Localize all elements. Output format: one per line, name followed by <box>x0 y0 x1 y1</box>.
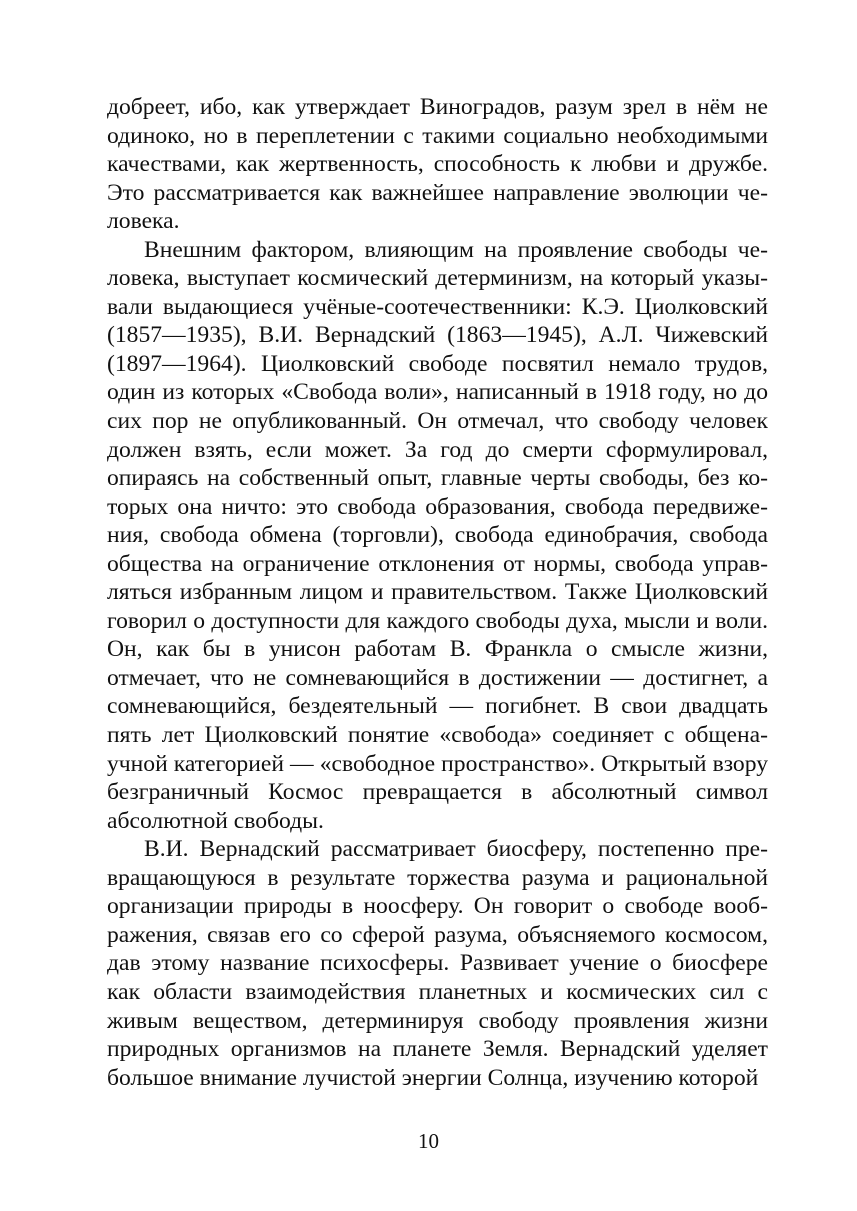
paragraph-vernadsky: В.И. Вернадский рассматривает биосферу, постепенно превращающуюся в результате торжества разума и рациональной организации природы в ноосферу. Он говорит о свободе воображения, связав его со сферой разума, объясняемого космосом, дав этому название психосферы. Развивает учение о биосфере как области взаимодействия планетных и космических сил с живым веществом, детерминируя свободу проявления жизни природных организмов на планете Земля. Вернадский уделяет большое внимание лучистой энергии Солнца, изучению которой <box>107 836 768 1091</box>
paragraph-continuation: добреет, ибо, как утверждает Виноградов, разум зрел в нём не одиноко, но в переплетении с такими социально необходимыми качествами, как жертвенность, способность к любви и дружбе. Это рассматривается как важнейшее направление эволюции человека. <box>107 94 768 235</box>
page-number: 10 <box>418 1129 439 1153</box>
page-body <box>107 93 768 1092</box>
paragraph-tsiolkovsky: Внешним фактором, влияющим на проявление свободы человека, выступает космический детерминизм, на который указывали выдающиеся учёные-соотечественники: К.Э. Циолковский (1857—1935), В.И. Вернадский (1863—1945), А.Л. Чижевский (1897—1964). Циолковский свободе посвятил немало трудов, один из которых «Свобода воли», написанный в 1918 году, но до сих пор не опубликованный. Он отмечал, что свободу человек должен взять, если может. За год до смерти сформулировал, опираясь на собственный опыт, главные черты свободы, без которых она ничто: это свобода образования, свобода передвижения, свобода обмена (торговли), свобода единобрачия, свобода общества на ограничение отклонения от нормы, свобода управляться избранным лицом и правительством. Также Циолковский говорил о доступности для каждого свободы духа, мысли и воли. Он, как бы в унисон работам В. Франкла о смысле жизни, отмечает, что не сомневающийся в достижении — достигнет, а сомневающийся, бездеятельный — погибнет. В свои двадцать пять лет Циолковский понятие «свобода» соединяет с общенаучной категорией — «свободное пространство». Открытый взору безграничный Космос превращается в абсолютный символ абсолютной свободы. <box>107 236 768 834</box>
